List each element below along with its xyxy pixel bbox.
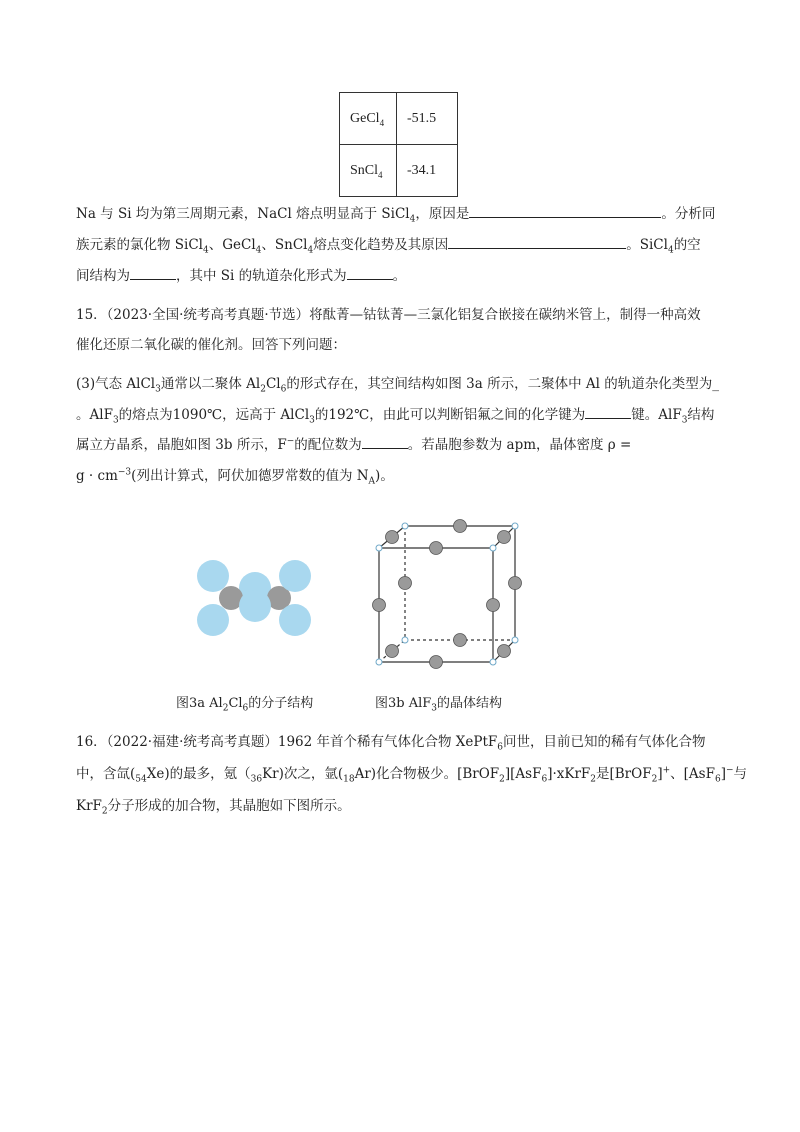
al-atom (490, 545, 496, 551)
cl-atom (197, 604, 229, 636)
q15-part3-line-1: (3)气态 AlCl$_3$通常以二聚体 $Al_2Cl_6$的形式存在，其空间结构如图 3a 所示，二聚体中 Al 的轨道杂化类型为_ (76, 376, 719, 395)
q15-part3-line-2: 。AlF$_3$的熔点为1090℃，远高于 AlCl$_3$的192℃，由此可以判断铝氟之间的化学键为 键。AlF$_3$结构 (76, 400, 726, 431)
table-cell: -34.1 (397, 145, 458, 197)
q15-part3-line-4: $g \cdot cm^{-3}$(列出计算式，阿伏加德罗常数的值为 $N_A$)。 (76, 467, 394, 487)
al-atom (376, 545, 382, 551)
figure-3a-caption: 图3a $Al_2Cl_6$的分子结构 (176, 696, 314, 714)
al-atom (402, 523, 408, 529)
al-atom (512, 637, 518, 643)
answer-blank[interactable] (130, 265, 176, 280)
cl-atom (197, 560, 229, 592)
answer-blank[interactable] (585, 404, 631, 419)
al2cl6-molecule-figure (185, 548, 325, 648)
alf3-crystal-figure (365, 518, 535, 678)
figure-3b-caption: 图3b AlF$_3$的晶体结构 (375, 696, 503, 714)
cl-atom (279, 560, 311, 592)
f-atom (386, 531, 399, 544)
al-atom (512, 523, 518, 529)
answer-blank[interactable] (362, 434, 408, 449)
q15-heading-2: 催化还原二氧化碳的催化剂。回答下列问题： (76, 337, 346, 353)
answer-blank[interactable] (469, 203, 661, 218)
table-row (340, 93, 458, 145)
cl-atom (279, 604, 311, 636)
q15-heading-1: 15．（2023·全国·统考高考真题·节选）将酞菁—钴钛菁—三氯化铝复合嵌接在碳纳米管上，制得一种高效 (76, 307, 701, 323)
f-atom (430, 656, 443, 669)
f-atom (498, 645, 511, 658)
q15-part3-line-3: 属立方晶系，晶胞如图 3b 所示，F−的配位数为 。若晶胞参数为 apm，晶体密度 ρ = (76, 430, 726, 461)
melting-point-table (339, 92, 458, 197)
f-atom (454, 520, 467, 533)
answer-blank[interactable] (448, 234, 626, 249)
al-atom (376, 659, 382, 665)
q14-line-1: Na 与 Si 均为第三周期元素，NaCl 熔点明显高于 SiCl$_4$，原因是 。分析同 (76, 199, 726, 230)
q14-line-3: 间结构为 ，其中 Si 的轨道杂化形式为 。 (76, 261, 726, 292)
table-cell: SnCl$_4$ (340, 145, 397, 197)
answer-blank[interactable] (347, 265, 393, 280)
f-atom (509, 577, 522, 590)
f-atom (487, 599, 500, 612)
f-atom (386, 645, 399, 658)
al-atom (402, 637, 408, 643)
table-row (340, 145, 458, 197)
q16-line-3: KrF$_2$分子形成的加合物，其晶胞如下图所示。 (76, 798, 351, 817)
f-atom (454, 634, 467, 647)
q14-line-2: 族元素的氯化物 SiCl$_4$、GeCl$_4$、SnCl$_4$熔点变化趋势及其原因 。SiCl$_4$的空 (76, 230, 726, 261)
q16-line-2: 中，含氙$(_{54}Xe)$的最多，氪$(_{36}Kr)$次之，氩$(_{18}Ar)$化合物极少。[BrOF$_2$][AsF$_6$]·xKrF$_2$是[BrOF$_2$]+、[AsF$_6$]−与 (76, 765, 748, 785)
table-cell: -51.5 (397, 93, 458, 145)
q16-line-1: 16．（2022·福建·统考高考真题）1962 年首个稀有气体化合物 XePtF$_6$问世，目前已知的稀有气体化合物 (76, 734, 706, 753)
cl-atom (239, 590, 271, 622)
f-atom (430, 542, 443, 555)
f-atom (399, 577, 412, 590)
f-atom (373, 599, 386, 612)
al-atom (490, 659, 496, 665)
f-atom (498, 531, 511, 544)
table-cell: GeCl$_4$ (340, 93, 397, 145)
